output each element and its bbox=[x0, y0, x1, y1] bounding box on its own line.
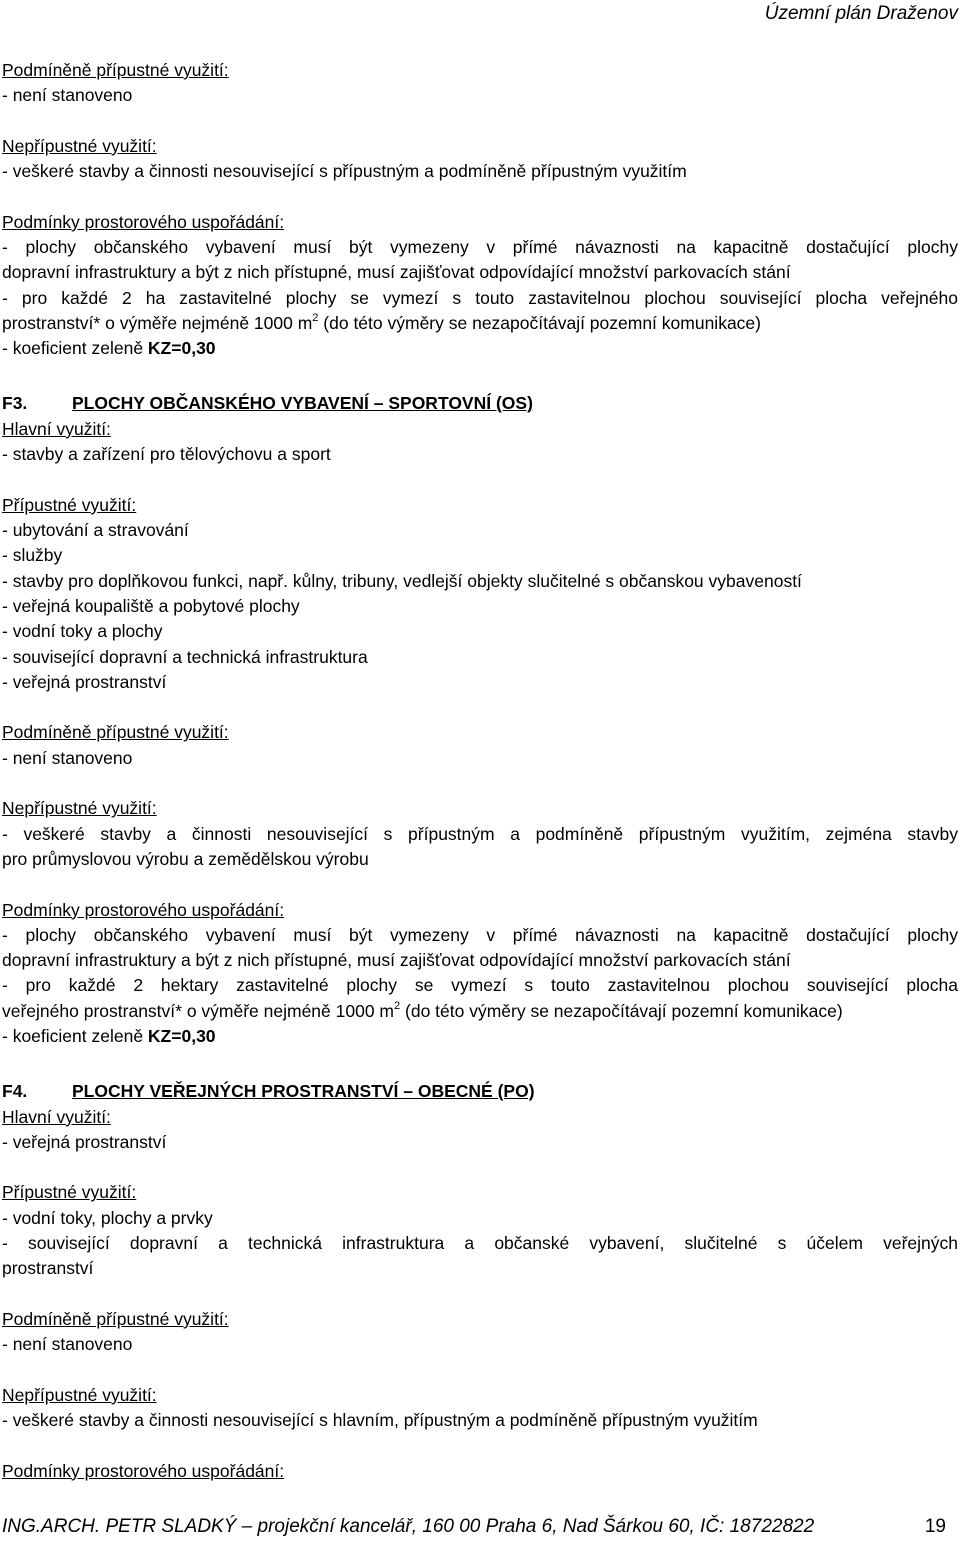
permitted-use-item: - veřejná koupaliště a pobytové plochy bbox=[2, 595, 300, 616]
section-number: F4. bbox=[2, 1080, 28, 1101]
conditional-use-label: Podmíněně přípustné využití: bbox=[2, 60, 229, 80]
text-run: - koeficient zeleně bbox=[2, 1025, 148, 1046]
spatial-conditions-label: Podmínky prostorového uspořádání: bbox=[2, 1460, 285, 1481]
main-use-label: Hlavní využití: bbox=[2, 1106, 111, 1127]
page-content bbox=[2, 58, 958, 1484]
permitted-use-label: Přípustné využití: bbox=[2, 494, 137, 515]
spatial-conditions-line: - plochy občanského vybavení musí být vymezeny v přímé návaznosti na kapacitně dostačující plochy bbox=[2, 924, 958, 945]
conditional-use-text: - není stanoveno bbox=[2, 1334, 133, 1355]
text-run: prostranství* o výměře nejméně 1000 m bbox=[2, 312, 313, 333]
conditional-use-text: - není stanoveno bbox=[2, 747, 133, 768]
section-title: PLOCHY VEŘEJNÝCH PROSTRANSTVÍ – OBECNÉ (PO) bbox=[72, 1080, 535, 1101]
spatial-conditions-line: dopravní infrastruktury a být z nich přístupné, musí zajišťovat odpovídající množství parkovacích stání bbox=[2, 262, 791, 283]
section-number: F3. bbox=[2, 392, 28, 413]
document-header: Územní plán Draženov bbox=[764, 3, 958, 24]
forbidden-use-label: Nepřípustné využití: bbox=[2, 135, 157, 156]
permitted-use-label: Přípustné využití: bbox=[2, 1182, 137, 1203]
forbidden-use-text: - veškeré stavby a činnosti nesouvisející s hlavním, přípustným a podmíněně přípustným využitím bbox=[2, 1410, 758, 1431]
forbidden-use-label: Nepřípustné využití: bbox=[2, 1384, 157, 1405]
superscript: 2 bbox=[394, 999, 401, 1012]
text-run: - koeficient zeleně bbox=[2, 338, 148, 359]
permitted-use-item: - související dopravní a technická infrastruktura bbox=[2, 646, 368, 667]
document-footer bbox=[2, 1516, 946, 1538]
section-heading-f4 bbox=[2, 1077, 958, 1105]
main-use-label: Hlavní využití: bbox=[2, 418, 111, 439]
forbidden-use-text: - veškeré stavby a činnosti nesouvisející s přípustným a podmíněně přípustným využitím, zejména stavby bbox=[2, 823, 958, 844]
text-run: (do této výměry se nezapočítávají pozemní komunikace) bbox=[318, 312, 761, 333]
superscript: 2 bbox=[312, 311, 319, 324]
spatial-conditions-line: - pro každé 2 hektary zastavitelné plochy se vymezí s touto zastavitelnou plochou související plocha bbox=[2, 975, 958, 996]
green-coefficient-line bbox=[2, 1024, 958, 1049]
permitted-use-item: - ubytování a stravování bbox=[2, 520, 189, 541]
section-heading-f3 bbox=[2, 389, 958, 417]
permitted-use-item: - stavby pro doplňkovou funkci, např. kůlny, tribuny, vedlejší objekty slučitelné s občanskou vybaveností bbox=[2, 570, 802, 591]
spatial-conditions-line bbox=[2, 999, 958, 1024]
permitted-use-item: - související dopravní a technická infrastruktura a občanské vybavení, slučitelné s účelem veřejných bbox=[2, 1233, 958, 1254]
permitted-use-item: prostranství bbox=[2, 1258, 94, 1279]
spatial-conditions-label: Podmínky prostorového uspořádání: bbox=[2, 899, 285, 920]
section-title: PLOCHY OBČANSKÉHO VYBAVENÍ – SPORTOVNÍ (OS) bbox=[72, 392, 533, 413]
green-coefficient-value: KZ=0,30 bbox=[147, 338, 216, 359]
spatial-conditions-line: - pro každé 2 ha zastavitelné plochy se vymezí s touto zastavitelnou plochou související plocha veřejného bbox=[2, 287, 958, 308]
spatial-conditions-line: - plochy občanského vybavení musí být vymezeny v přímé návaznosti na kapacitně dostačující plochy bbox=[2, 237, 958, 258]
green-coefficient-value: KZ=0,30 bbox=[147, 1025, 216, 1046]
permitted-use-item: - veřejná prostranství bbox=[2, 671, 167, 692]
text-run: (do této výměry se nezapočítávají pozemní komunikace) bbox=[400, 1000, 843, 1021]
conditional-use-label: Podmíněně přípustné využití: bbox=[2, 722, 229, 743]
forbidden-use-label: Nepřípustné využití: bbox=[2, 798, 157, 819]
permitted-use-item: - vodní toky, plochy a prvky bbox=[2, 1207, 213, 1228]
main-use-text: - veřejná prostranství bbox=[2, 1131, 167, 1152]
conditional-use-text: - není stanoveno bbox=[2, 85, 133, 106]
page-number: 19 bbox=[924, 1516, 946, 1537]
forbidden-use-text: pro průmyslovou výrobu a zemědělskou výrobu bbox=[2, 848, 369, 869]
green-coefficient-line bbox=[2, 336, 958, 361]
conditional-use-label: Podmíněně přípustné využití: bbox=[2, 1308, 229, 1329]
spatial-conditions-line: dopravní infrastruktury a být z nich přístupné, musí zajišťovat odpovídající množství parkovacích stání bbox=[2, 950, 791, 971]
forbidden-use-text: - veškeré stavby a činnosti nesouvisející s přípustným a podmíněně přípustným využitím bbox=[2, 161, 687, 182]
spatial-conditions-label: Podmínky prostorového uspořádání: bbox=[2, 211, 285, 232]
footer-text: ING.ARCH. PETR SLADKÝ – projekční kancelář, 160 00 Praha 6, Nad Šárkou 60, IČ: 18722822 bbox=[2, 1516, 815, 1537]
permitted-use-item: - vodní toky a plochy bbox=[2, 621, 163, 642]
spatial-conditions-line bbox=[2, 311, 958, 336]
permitted-use-item: - služby bbox=[2, 545, 63, 566]
text-run: veřejného prostranství* o výměře nejméně 1000 m bbox=[2, 1000, 395, 1021]
main-use-text: - stavby a zařízení pro tělovýchovu a sport bbox=[2, 444, 331, 465]
